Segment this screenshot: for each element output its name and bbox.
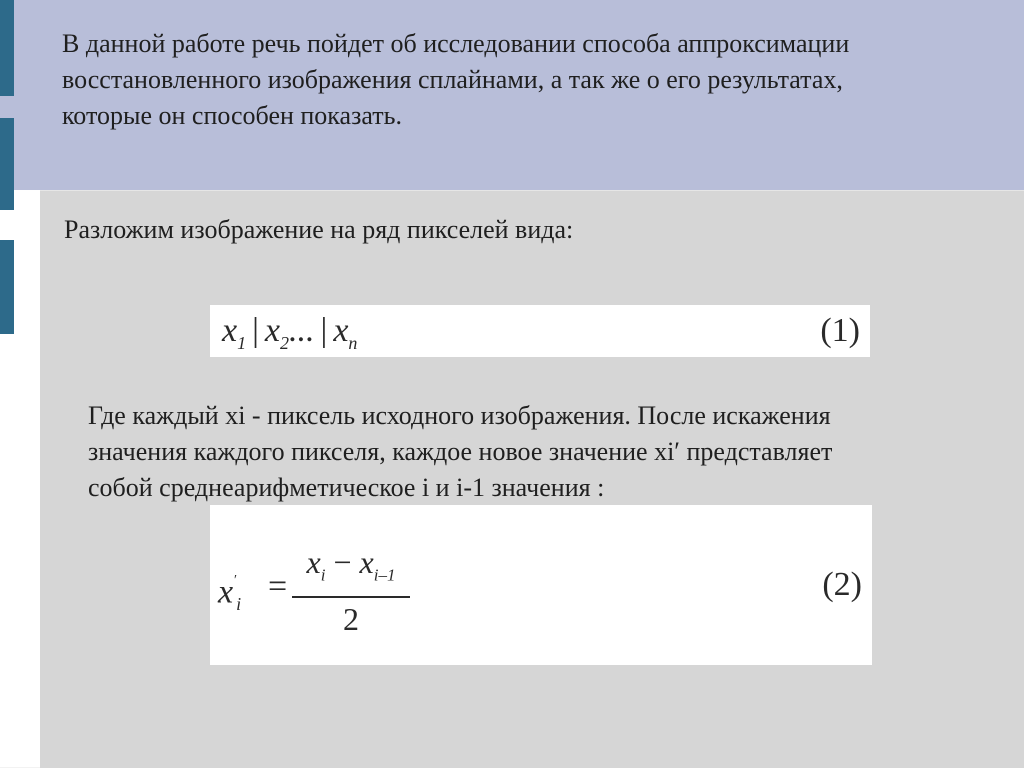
body-line: Где каждый xi - пиксель исходного изображения. После искажения	[88, 401, 831, 430]
equation-number: (2)	[822, 566, 862, 603]
formula-2-equals: =	[268, 568, 288, 605]
heading-line: восстановленного изображения сплайнами, а так же о его результатах,	[62, 65, 843, 94]
heading-line: В данной работе речь пойдет об исследовании способа аппроксимации	[62, 29, 850, 58]
formula-2-lhs: $x'_i$	[218, 573, 242, 615]
equation-number: (1)	[820, 312, 860, 349]
body-text	[88, 398, 988, 506]
fraction-denominator: 2	[343, 601, 359, 638]
intro-text: Разложим изображение на ряд пикселей вида:	[64, 215, 574, 244]
heading-line: которые он способен показать.	[62, 101, 402, 130]
accent-bar	[0, 118, 14, 210]
accent-bar	[0, 0, 14, 96]
formula-2-fraction	[292, 543, 410, 640]
accent-bar	[0, 240, 14, 334]
slide-heading	[62, 26, 992, 134]
formula-2-image	[210, 505, 872, 665]
formula-1-expression: $x_1$ | $x_2$... | $x_n$	[222, 312, 358, 353]
body-line: значения каждого пикселя, каждое новое значение xi′ представляет	[88, 437, 833, 466]
formula-1-image	[210, 305, 870, 357]
body-line: собой среднеарифметическое i и i-1 значения :	[88, 473, 605, 502]
fraction-numerator: $x_i - x_{i-1}$	[292, 543, 410, 598]
